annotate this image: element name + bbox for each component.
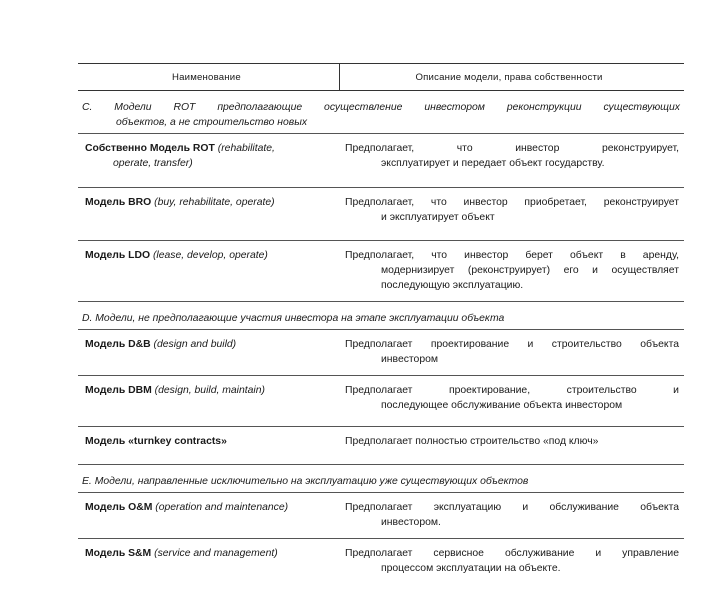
model-name: Модель O&M <box>85 502 152 513</box>
model-description-line1: Предполагает сервисное обслуживание и управление <box>345 546 679 561</box>
model-description-cell <box>339 188 684 241</box>
model-expansion: (design and build) <box>151 339 237 350</box>
model-name-cell <box>78 376 339 427</box>
model-name: Модель BRO <box>85 197 151 208</box>
header-name: Наименование <box>78 64 339 91</box>
model-name-cell <box>78 134 339 188</box>
model-name-cell <box>78 241 339 302</box>
table-row <box>78 241 684 302</box>
model-expansion: (buy, rehabilitate, operate) <box>151 197 274 208</box>
model-description-line1: Предполагает, что инвестор приобретает, реконструирует <box>345 195 679 210</box>
model-description-cell <box>339 376 684 427</box>
section-c-row <box>78 91 684 134</box>
table-row <box>78 188 684 241</box>
model-description-rest: модернизирует (реконструирует) его и осуществляет последующую эксплуатацию. <box>345 263 679 293</box>
model-description-cell <box>339 493 684 539</box>
model-description-line1: Предполагает проектирование, строительство и <box>345 383 679 398</box>
model-description-cell <box>339 539 684 591</box>
model-name-cell <box>78 539 339 591</box>
table-row <box>78 539 684 591</box>
model-description-rest: и эксплуатирует объект <box>345 210 679 225</box>
model-description-rest: процессом эксплуатации на объекте. <box>345 561 679 576</box>
section-e-title: E. Модели, направленные исключительно на эксплуатацию уже существующих объектов <box>78 465 684 493</box>
models-table <box>78 63 684 591</box>
model-expansion-cont: operate, transfer) <box>85 156 335 171</box>
model-description-line1: Предполагает эксплуатацию и обслуживание объекта <box>345 500 679 515</box>
model-expansion: (design, build, maintain) <box>152 385 265 396</box>
model-description-cell <box>339 241 684 302</box>
model-expansion: (rehabilitate, <box>215 143 275 154</box>
model-name-cell <box>78 427 339 465</box>
model-expansion: (service and management) <box>151 548 277 559</box>
section-c-title <box>78 91 684 134</box>
table-row <box>78 376 684 427</box>
section-c-line2: объектов, а не строительство новых <box>82 115 680 130</box>
model-description-cell <box>339 330 684 376</box>
section-d-row <box>78 302 684 330</box>
model-name: Модель LDO <box>85 250 150 261</box>
model-expansion: (lease, develop, operate) <box>150 250 268 261</box>
model-expansion: (operation and maintenance) <box>152 502 288 513</box>
model-name: Модель DBM <box>85 385 152 396</box>
section-d-title: D. Модели, не предполагающие участия инвестора на этапе эксплуатации объекта <box>78 302 684 330</box>
table-row <box>78 427 684 465</box>
table-row <box>78 330 684 376</box>
model-description-line1: Предполагает, что инвестор берет объект в аренду, <box>345 248 679 263</box>
model-description-rest: инвестором <box>345 352 679 367</box>
model-name: Модель «turnkey contracts» <box>85 436 227 447</box>
table-row <box>78 493 684 539</box>
section-c-line1: С. Модели ROT предполагающие осуществление инвестором реконструкции существующих <box>82 100 680 115</box>
model-description-rest: эксплуатирует и передает объект государству. <box>345 156 679 171</box>
table-header-row <box>78 64 684 91</box>
model-name: Собственно Модель ROT <box>85 143 215 154</box>
model-name-cell <box>78 493 339 539</box>
model-description-line1: Предполагает полностью строительство «под ключ» <box>345 436 598 447</box>
header-description: Описание модели, права собственности <box>339 64 684 91</box>
model-description-rest: инвестором. <box>345 515 679 530</box>
model-name-cell <box>78 330 339 376</box>
model-description-line1: Предполагает проектирование и строительство объекта <box>345 337 679 352</box>
model-description-line1: Предполагает, что инвестор реконструирует, <box>345 141 679 156</box>
table-row <box>78 134 684 188</box>
model-description-cell <box>339 427 684 465</box>
model-name-cell <box>78 188 339 241</box>
model-name: Модель S&M <box>85 548 151 559</box>
section-e-row <box>78 465 684 493</box>
model-description-rest: последующее обслуживание объекта инвестором <box>345 398 679 413</box>
model-name: Модель D&B <box>85 339 151 350</box>
model-description-cell <box>339 134 684 188</box>
